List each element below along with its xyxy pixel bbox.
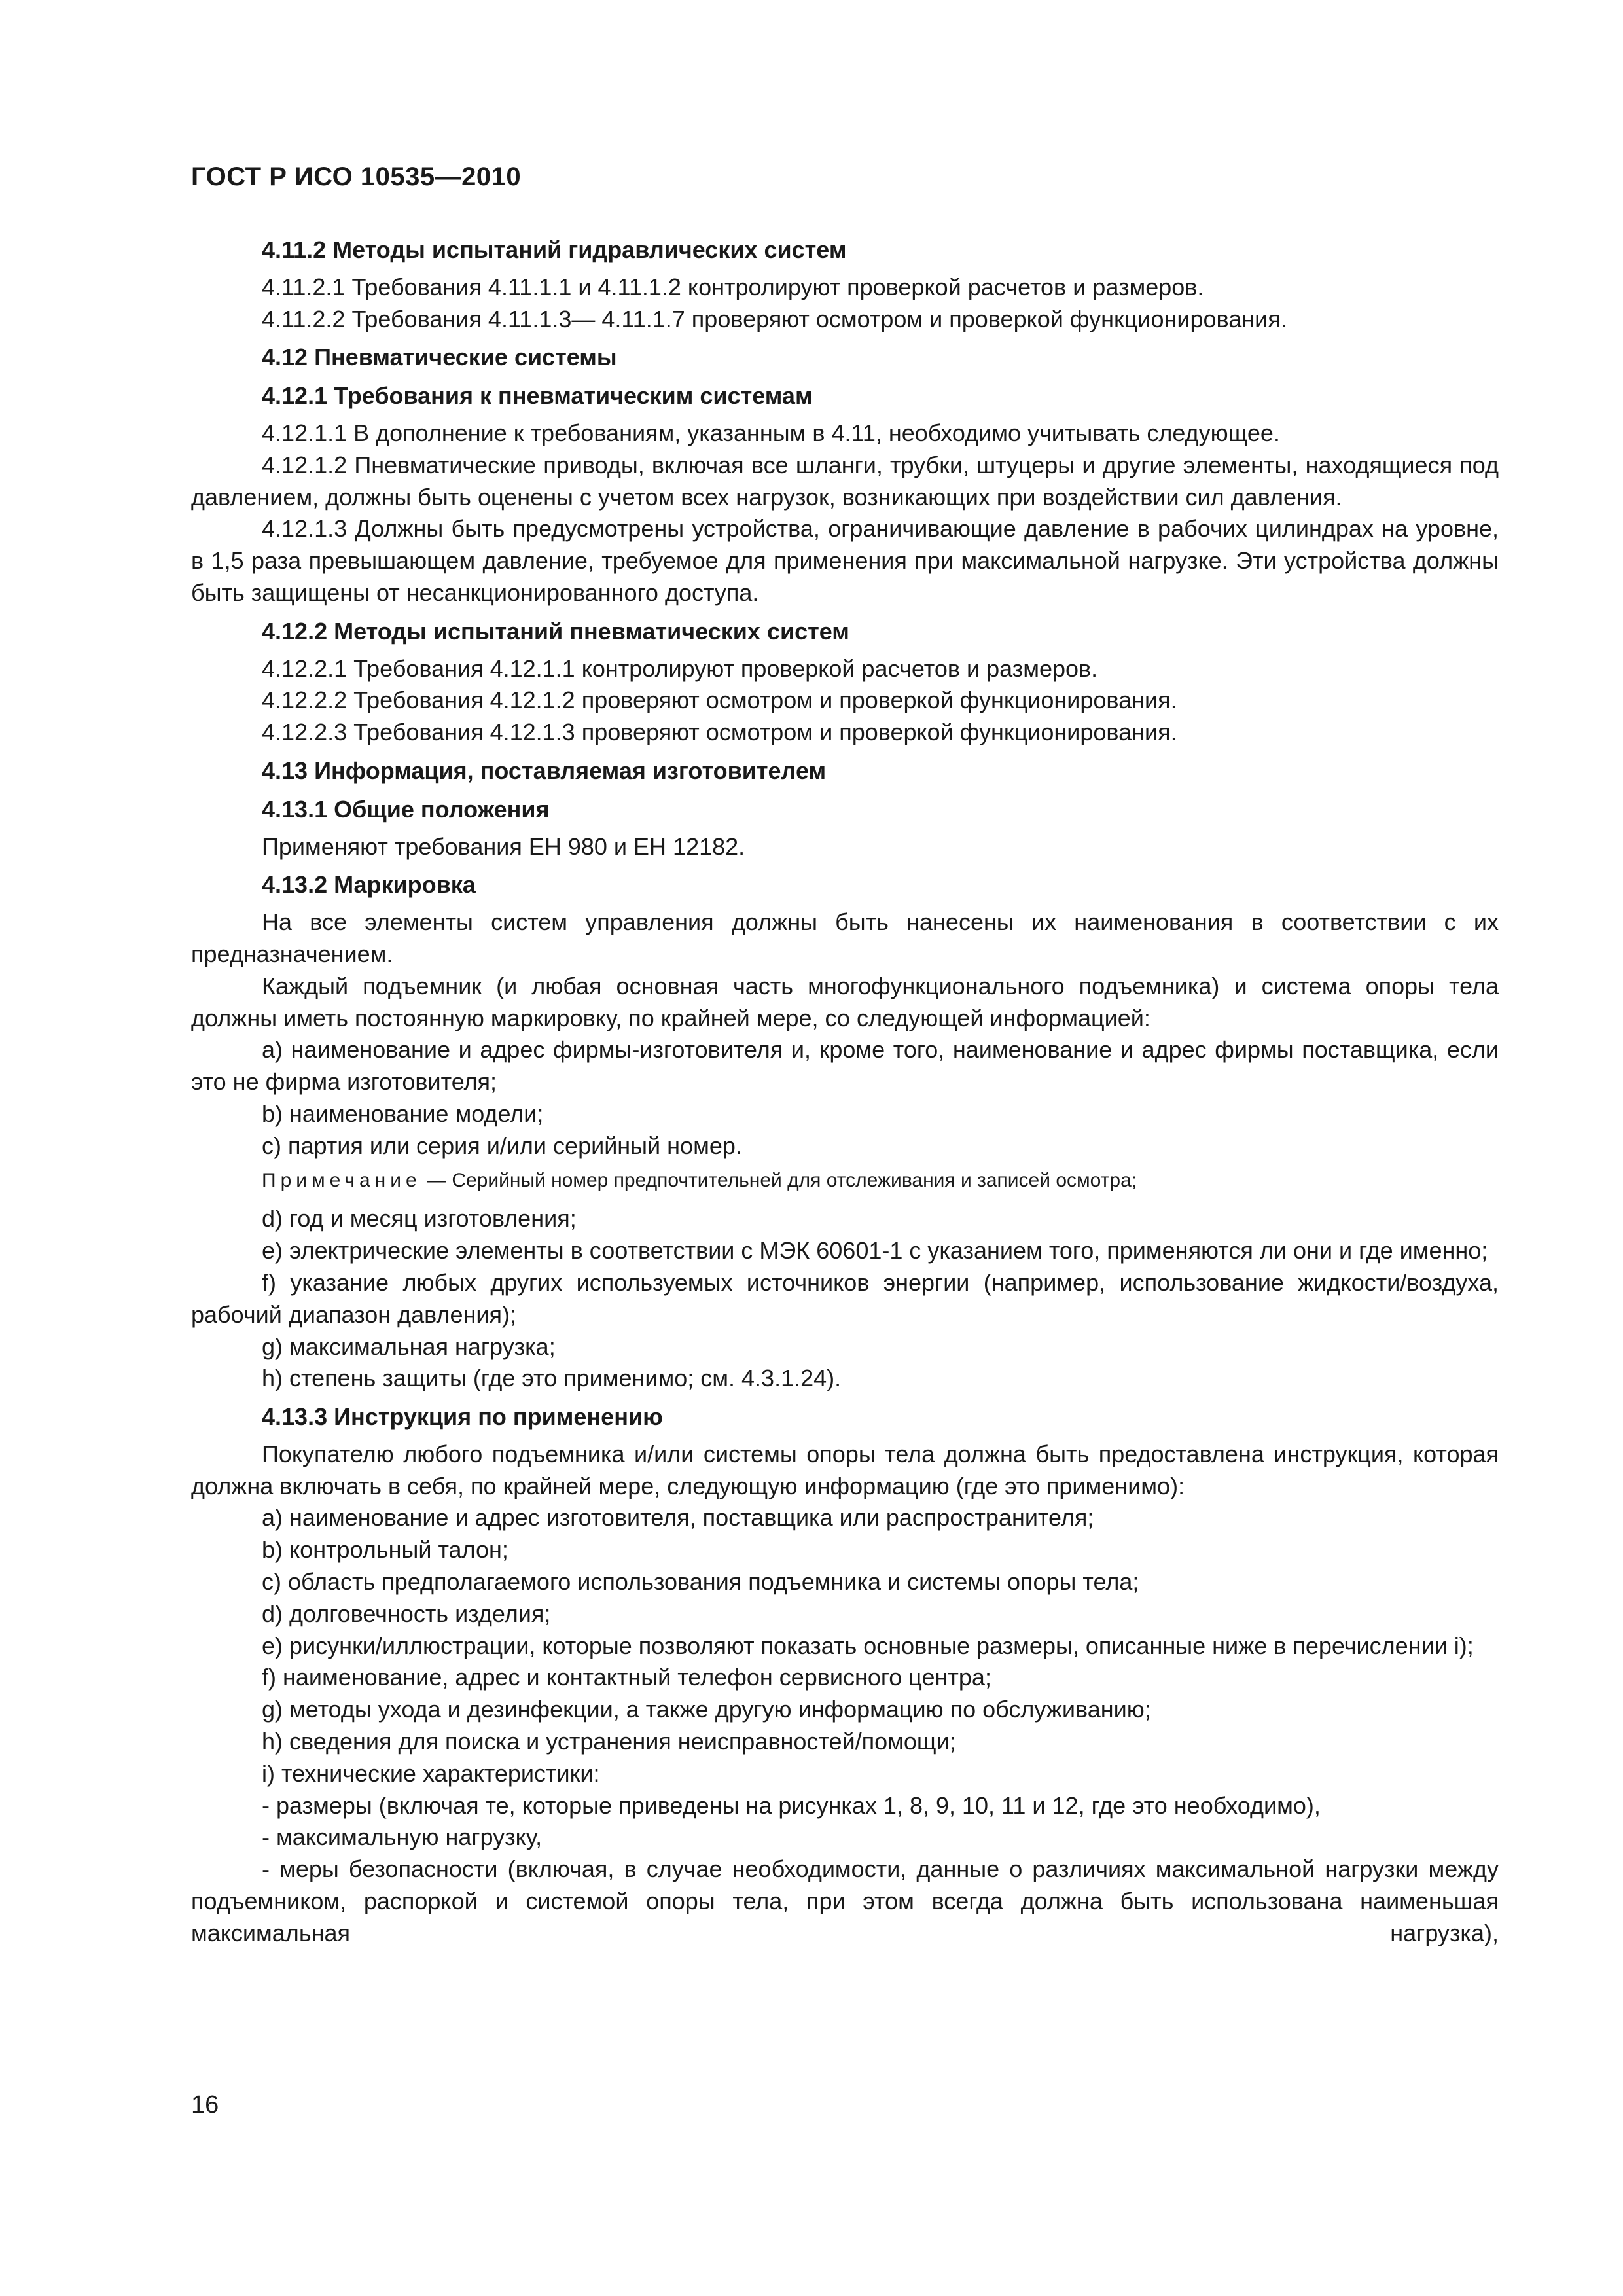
- page-number: 16: [191, 2091, 219, 2119]
- paragraph: b) контрольный талон;: [262, 1536, 508, 1564]
- paragraph: a) наименование и адрес фирмы-изготовителя и, кроме того, наименование и адрес фирмы поставщика, если это не фирма изготовителя;: [191, 1036, 1499, 1096]
- section-heading: 4.11.2 Методы испытаний гидравлических систем: [262, 236, 847, 263]
- section-heading: 4.13.1 Общие положения: [262, 795, 550, 823]
- paragraph: d) долговечность изделия;: [262, 1600, 551, 1627]
- paragraph: h) степень защиты (где это применимо; см. 4.3.1.24).: [262, 1365, 842, 1392]
- paragraph: f) наименование, адрес и контактный телефон сервисного центра;: [262, 1664, 991, 1691]
- paragraph: a) наименование и адрес изготовителя, поставщика или распространителя;: [262, 1504, 1094, 1532]
- section-heading: 4.13 Информация, поставляемая изготовителем: [262, 757, 827, 784]
- paragraph: 4.12.1.2 Пневматические приводы, включая все шланги, трубки, штуцеры и другие элементы, находящиеся под давлением, должны быть оценены с учетом всех нагрузок, возникающих при воздействии сил давления.: [191, 451, 1499, 511]
- section-heading: 4.12 Пневматические системы: [262, 344, 617, 371]
- paragraph: f) указание любых других используемых источников энергии (например, использование жидкости/воздуха, рабочий диапазон давления);: [191, 1268, 1499, 1328]
- note: [191, 1165, 1499, 1197]
- paragraph: - максимальную нагрузку,: [262, 1823, 543, 1851]
- paragraph: b) наименование модели;: [262, 1100, 544, 1127]
- document-body: [191, 228, 1499, 1950]
- section-heading: 4.13.2 Маркировка: [262, 871, 476, 899]
- paragraph: g) методы ухода и дезинфекции, а также другую информацию по обслуживанию;: [262, 1696, 1151, 1723]
- paragraph: Каждый подъемник (и любая основная часть многофункционального подъемника) и система опоры тела должны иметь постоянную маркировку, по крайней мере, со следующей информацией:: [191, 972, 1499, 1031]
- paragraph: - размеры (включая те, которые приведены на рисунках 1, 8, 9, 10, 11 и 12, где это необходимо),: [262, 1791, 1321, 1819]
- paragraph: 4.11.2.2 Требования 4.11.1.3— 4.11.1.7 проверяют осмотром и проверкой функционирования.: [262, 305, 1287, 332]
- paragraph: 4.12.2.2 Требования 4.12.1.2 проверяют осмотром и проверкой функционирования.: [262, 687, 1177, 714]
- paragraph: 4.12.2.3 Требования 4.12.1.3 проверяют осмотром и проверкой функционирования.: [262, 719, 1177, 746]
- paragraph: Применяют требования ЕН 980 и ЕН 12182.: [262, 833, 745, 860]
- note-label: Примечание: [262, 1169, 421, 1191]
- paragraph: 4.12.1.3 Должны быть предусмотрены устройства, ограничивающие давление в рабочих цилиндрах на уровне, в 1,5 раза превышающем давление, требуемое для применения при максимальной нагрузке. Эти устройства должны быть защищены от несанкционированного доступа.: [191, 515, 1499, 606]
- paragraph: c) партия или серия и/или серийный номер.: [262, 1132, 742, 1159]
- paragraph: e) электрические элементы в соответствии с МЭК 60601-1 с указанием того, применяются ли они и где именно;: [262, 1237, 1488, 1265]
- standard-header: ГОСТ Р ИСО 10535—2010: [191, 162, 522, 191]
- paragraph: 4.12.2.1 Требования 4.12.1.1 контролируют проверкой расчетов и размеров.: [262, 655, 1098, 682]
- paragraph: h) сведения для поиска и устранения неисправностей/помощи;: [262, 1728, 956, 1755]
- paragraph: g) максимальная нагрузка;: [262, 1333, 556, 1360]
- section-heading: 4.13.3 Инструкция по применению: [262, 1403, 663, 1431]
- paragraph: 4.12.1.1 В дополнение к требованиям, указанным в 4.11, необходимо учитывать следующее.: [262, 419, 1280, 446]
- paragraph: Покупателю любого подъемника и/или системы опоры тела должна быть предоставлена инструкция, которая должна включать в себя, по крайней мере, следующую информацию (где это применимо):: [191, 1440, 1499, 1499]
- paragraph: i) технические характеристики:: [262, 1759, 600, 1787]
- paragraph: c) область предполагаемого использования подъемника и системы опоры тела;: [262, 1568, 1139, 1596]
- section-heading: 4.12.1 Требования к пневматическим системам: [262, 382, 813, 410]
- paragraph: 4.11.2.1 Требования 4.11.1.1 и 4.11.1.2 контролируют проверкой расчетов и размеров.: [262, 273, 1204, 300]
- note-text: — Серийный номер предпочтительней для отслеживания и записей осмотра;: [427, 1169, 1137, 1191]
- section-heading: 4.12.2 Методы испытаний пневматических систем: [262, 617, 849, 645]
- paragraph: На все элементы систем управления должны быть нанесены их наименования в соответствии с их предназначением.: [191, 908, 1499, 967]
- paragraph: e) рисунки/иллюстрации, которые позволяют показать основные размеры, описанные ниже в перечислении i);: [262, 1632, 1474, 1659]
- paragraph: d) год и месяц изготовления;: [262, 1205, 577, 1232]
- paragraph: - меры безопасности (включая, в случае необходимости, данные о различиях максимальной нагрузки между подъемником, распоркой и системой опоры тела, при этом всегда должна быть использована наименьшая максимальная нагрузка),: [191, 1856, 1499, 1946]
